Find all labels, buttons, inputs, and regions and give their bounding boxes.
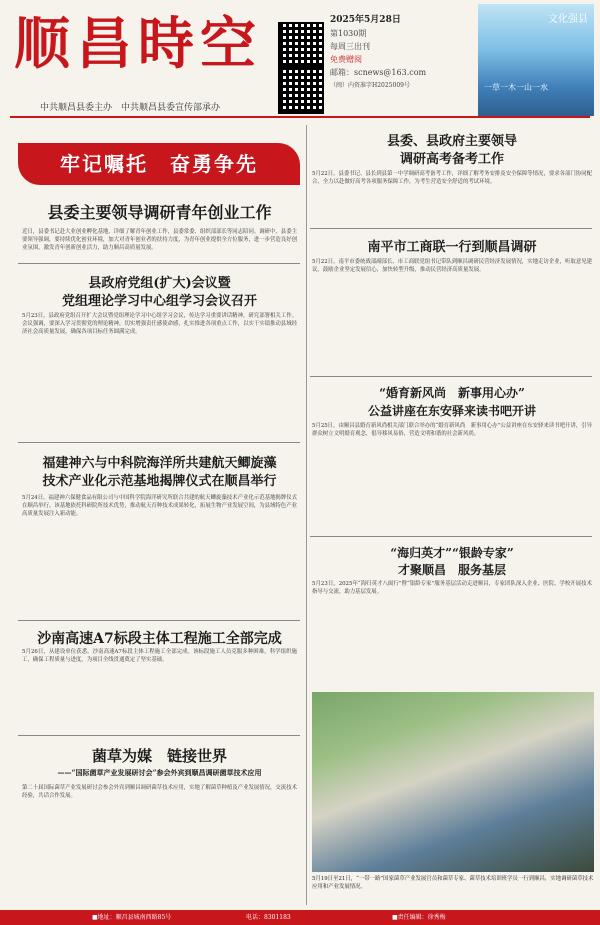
divider <box>18 442 300 443</box>
article-5-subhead: ——“国际菌草产业发展研讨会”参会外宾到顺昌调研菌草技术应用 <box>57 768 262 777</box>
issue-email: 邮箱：scnews@163.com <box>330 68 427 77</box>
article-3-headline-2: 技术产业化示范基地揭牌仪式在顺昌举行 <box>42 474 277 489</box>
article-7-body: 5月22日，南平市委统战部副部长、市工商联党组书记带队到顺昌调研民营经济发展情况，实地走访企业，听取意见建议，鼓励企业坚定发展信心，加快转型升级，推动民营经济高质量发展。 <box>312 259 592 274</box>
divider <box>18 735 300 736</box>
article-9-headline-2: 才聚顺昌 服务基层 <box>397 563 506 577</box>
article-8-body: 5月25日，由顺昌县婚育新风尚相关部门联合举办的“婚育新风尚 新事用心办”公益讲座在东安驿来读书吧开讲，引导群众树立文明婚育观念，倡导移风易俗，营造文明和谐的社会新风尚。 <box>312 423 592 438</box>
divider <box>18 620 300 621</box>
divider <box>310 228 592 229</box>
sponsor-line: 中共顺昌县委主办 中共顺昌县委宣传部承办 <box>40 103 221 113</box>
article-2-body: 5月23日，县政府党组召开扩大会议暨党组理论学习中心组学习会议，传达学习重要讲话精神，研究部署相关工作。会议强调，要深入学习贯彻党的理论精神，切实增强责任感使命感，扎实推进各项重点工作，以实干实绩推动县域经济社会高质量发展，确保各项目标任务圆满完成。 <box>22 313 297 336</box>
masthead-hero-image <box>478 4 594 116</box>
news-photo <box>312 692 594 872</box>
issue-meta <box>330 14 426 92</box>
qr-code-icon <box>278 68 324 114</box>
article-9-body: 5月23日，2025年“海归英才八闽行”暨“银龄专家”服务基层活动走进顺昌，专家团队深入企业、医院、学校开展技术指导与交流，助力基层发展。 <box>312 581 592 596</box>
footer-editor: ■责任编辑：徐秀梅 <box>392 914 446 921</box>
article-8-headline-1: “婚育新风尚 新事用心办” <box>379 386 525 400</box>
article-9-headline-1: “海归英才”“银龄专家” <box>390 546 514 560</box>
divider <box>310 536 592 537</box>
issue-license: （闽）内资准字H2025009号 <box>330 82 410 89</box>
masthead-rule <box>10 116 590 118</box>
photo-caption: 5月19日至21日，“一带一路”国家菌草产业发展官员和菌草专家、菌草技术培训班学员一行到顺昌，实地调研菌草技术应用和产业发展情况。 <box>312 876 594 890</box>
divider <box>18 263 300 264</box>
article-7-headline: 南平市工商联一行到顺昌调研 <box>367 240 537 255</box>
article-6-headline-2: 调研高考备考工作 <box>399 152 504 167</box>
hero-slogan-1: 文化强县 <box>548 14 588 25</box>
article-2-headline-1: 县政府党组(扩大)会议暨 <box>88 276 231 291</box>
article-6-body: 5月22日，县委书记、县长到县第一中学调研高考备考工作，详细了解考务安排及安全保障等情况，要求各部门协同配合，全力以赴做好高考各项服务保障工作，为考生营造安全舒适的考试环境。 <box>312 171 592 186</box>
masthead-title: 顺昌時空 <box>14 11 262 77</box>
hero-slogan-2: 一草一木一山一水 <box>484 83 548 92</box>
article-4-headline: 沙南高速A7标段主体工程施工全部完成 <box>37 631 282 647</box>
banner-headline: 牢记嘱托 奋勇争先 <box>18 143 300 185</box>
issue-date: 2025年5月28日 <box>330 15 401 25</box>
footer-address: ■地址：顺昌县城南西路85号 <box>92 914 172 921</box>
article-6-headline-1: 县委、县政府主要领导 <box>386 134 517 149</box>
free-stamp: 免费赠阅 <box>330 55 362 64</box>
article-3-body: 5月24日，福建神六保健食品有限公司与中国科学院海洋研究所联合共建的航天鲫旋藻技术产业化示范基地揭牌仪式在顺昌举行。该基地依托科研院所技术优势，推动航天育种技术成果转化，拓展生物产业发展空间，为县域特色产业高质量发展注入新动能。 <box>22 495 297 518</box>
divider <box>310 376 592 377</box>
article-4-body: 5月26日，从建设单位获悉，沙南高速A7标段主体工程施工全部完成。该标段施工人员克服多种困难，科学组织施工，确保工程质量与进度，为项目全线贯通奠定了坚实基础。 <box>22 649 297 664</box>
column-divider <box>306 125 307 905</box>
article-1-body: 近日，县委书记赴大业创业孵化基地，详细了解青年创业工作，县委常委、组织部部长等同志陪同。调研中，县委主要领导强调，要持续优化创业环境，加大对青年创业者的扶持力度，为青年创业提供全方位服务，进一步营造良好创业氛围，激发青年创新创业活力，助力顺昌高质量发展。 <box>22 229 297 252</box>
article-1-headline: 县委主要领导调研青年创业工作 <box>47 203 272 222</box>
article-2-headline-2: 党组理论学习中心组学习会议召开 <box>61 294 257 309</box>
footer-phone: 电话：8301183 <box>246 914 291 921</box>
footer-bar <box>0 910 600 925</box>
article-8-headline-2: 公益讲座在东安驿来读书吧开讲 <box>367 404 536 418</box>
article-5-headline: 菌草为媒 链接世界 <box>91 747 227 765</box>
article-5-body: 第二十届国际菌草产业发展研讨会参会外宾到顺昌调研菌草技术应用，实地了解菌草种植及产业发展情况，交流技术经验，共话合作发展。 <box>22 785 297 800</box>
qr-code-icon <box>278 22 324 68</box>
article-3-headline-1: 福建神六与中科院海洋所共建航天鲫旋藻 <box>42 456 277 471</box>
issue-number: 第1030期 <box>330 29 367 38</box>
issue-frequency: 每周三出刊 <box>330 42 370 51</box>
